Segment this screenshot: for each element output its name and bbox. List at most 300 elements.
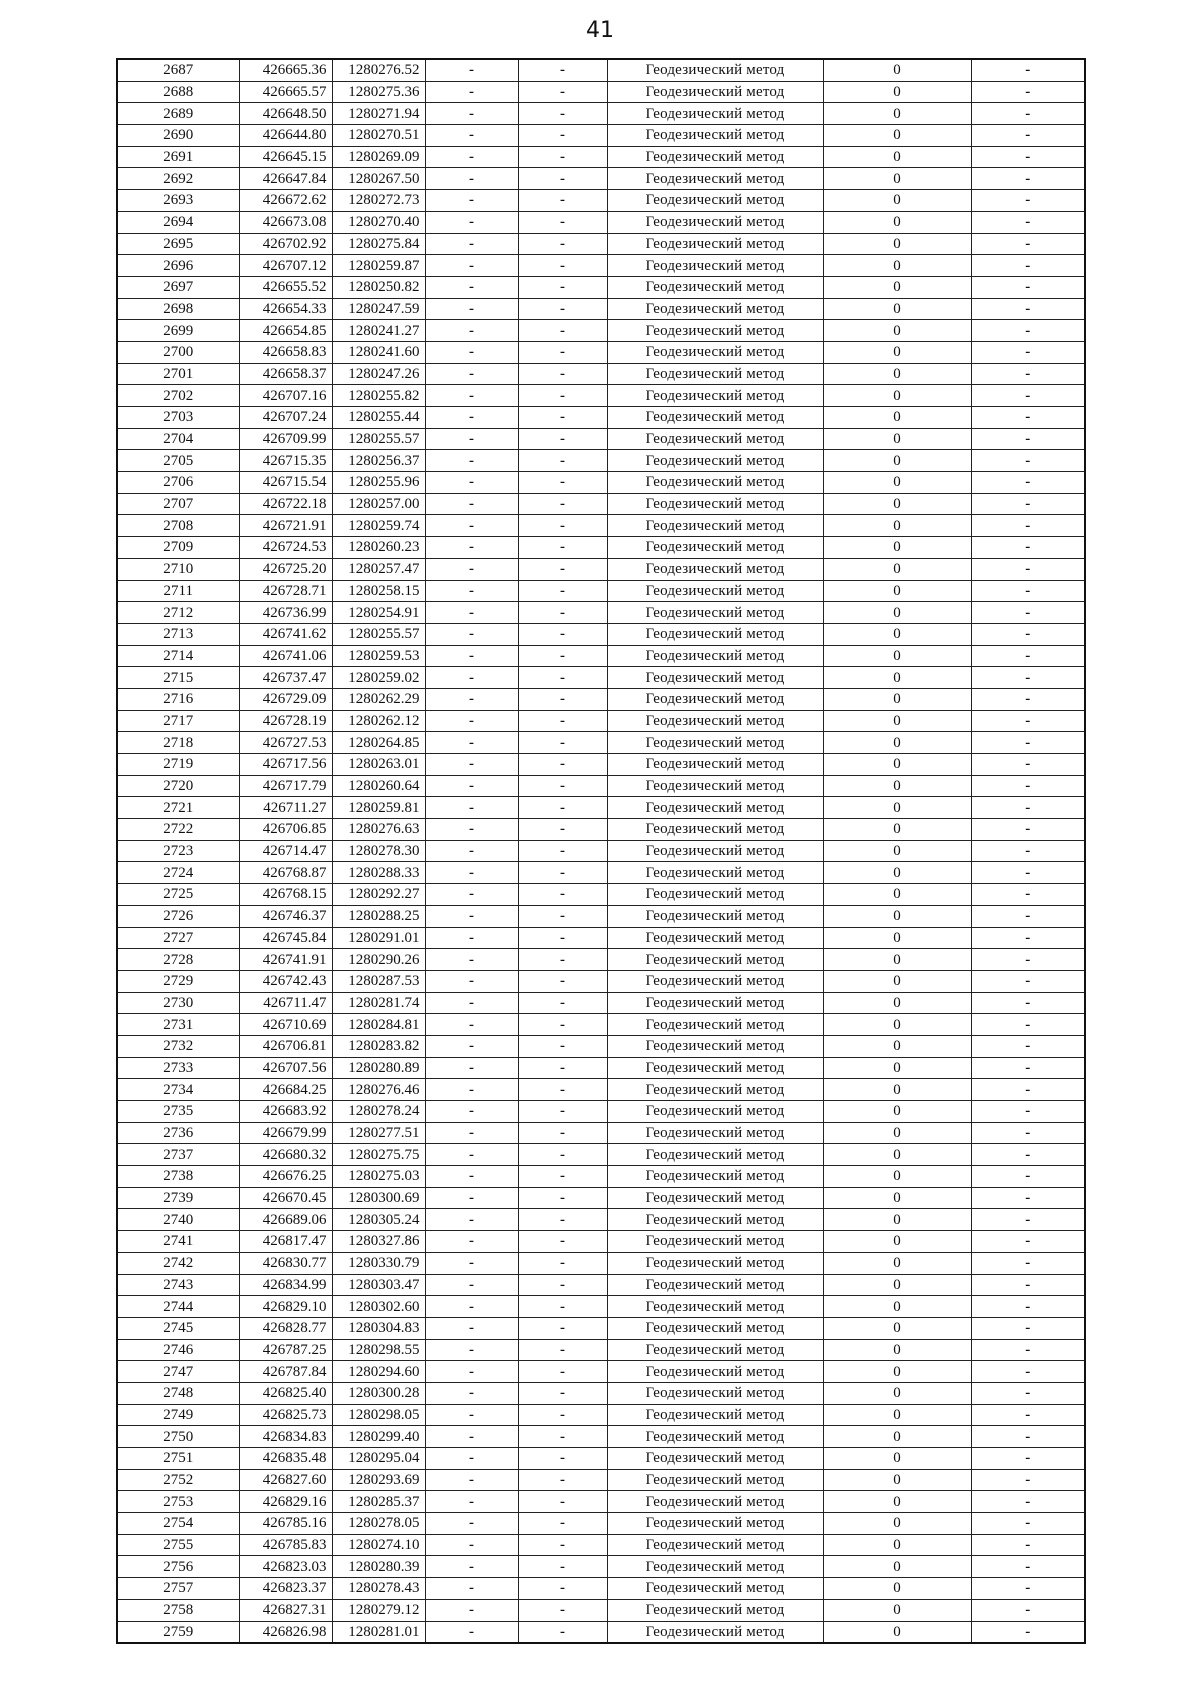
- dash-cell-a: -: [425, 537, 518, 559]
- x-coordinate-cell: 426768.87: [239, 862, 332, 884]
- method-cell: Геодезический метод: [607, 884, 823, 906]
- dash-cell-a: -: [425, 255, 518, 277]
- dash-cell-c: -: [971, 1252, 1085, 1274]
- table-row: [117, 1382, 1085, 1404]
- method-cell: Геодезический метод: [607, 1252, 823, 1274]
- dash-cell-a: -: [425, 341, 518, 363]
- accuracy-cell: 0: [823, 103, 971, 125]
- y-coordinate-cell: 1280271.94: [332, 103, 425, 125]
- dash-cell-b: -: [518, 602, 607, 624]
- accuracy-cell: 0: [823, 1166, 971, 1188]
- point-number-cell: 2730: [117, 992, 239, 1014]
- y-coordinate-cell: 1280257.00: [332, 493, 425, 515]
- accuracy-cell: 0: [823, 949, 971, 971]
- y-coordinate-cell: 1280276.46: [332, 1079, 425, 1101]
- dash-cell-c: -: [971, 775, 1085, 797]
- point-number-cell: 2732: [117, 1035, 239, 1057]
- y-coordinate-cell: 1280260.64: [332, 775, 425, 797]
- method-cell: Геодезический метод: [607, 537, 823, 559]
- x-coordinate-cell: 426817.47: [239, 1231, 332, 1253]
- y-coordinate-cell: 1280303.47: [332, 1274, 425, 1296]
- dash-cell-c: -: [971, 515, 1085, 537]
- table-row: [117, 927, 1085, 949]
- dash-cell-a: -: [425, 905, 518, 927]
- table-row: [117, 710, 1085, 732]
- y-coordinate-cell: 1280259.02: [332, 667, 425, 689]
- x-coordinate-cell: 426768.15: [239, 884, 332, 906]
- accuracy-cell: 0: [823, 385, 971, 407]
- point-number-cell: 2747: [117, 1361, 239, 1383]
- dash-cell-b: -: [518, 255, 607, 277]
- y-coordinate-cell: 1280278.24: [332, 1101, 425, 1123]
- x-coordinate-cell: 426654.85: [239, 320, 332, 342]
- dash-cell-b: -: [518, 125, 607, 147]
- dash-cell-c: -: [971, 1035, 1085, 1057]
- y-coordinate-cell: 1280300.28: [332, 1382, 425, 1404]
- table-row: [117, 884, 1085, 906]
- x-coordinate-cell: 426724.53: [239, 537, 332, 559]
- x-coordinate-cell: 426658.37: [239, 363, 332, 385]
- x-coordinate-cell: 426673.08: [239, 211, 332, 233]
- y-coordinate-cell: 1280257.47: [332, 558, 425, 580]
- dash-cell-a: -: [425, 710, 518, 732]
- accuracy-cell: 0: [823, 1361, 971, 1383]
- x-coordinate-cell: 426827.31: [239, 1599, 332, 1621]
- accuracy-cell: 0: [823, 1578, 971, 1600]
- dash-cell-a: -: [425, 1014, 518, 1036]
- table-row: [117, 125, 1085, 147]
- accuracy-cell: 0: [823, 775, 971, 797]
- dash-cell-b: -: [518, 1599, 607, 1621]
- dash-cell-b: -: [518, 1621, 607, 1643]
- accuracy-cell: 0: [823, 1144, 971, 1166]
- x-coordinate-cell: 426711.47: [239, 992, 332, 1014]
- point-number-cell: 2758: [117, 1599, 239, 1621]
- dash-cell-b: -: [518, 1382, 607, 1404]
- method-cell: Геодезический метод: [607, 1513, 823, 1535]
- dash-cell-a: -: [425, 211, 518, 233]
- table-row: [117, 493, 1085, 515]
- point-number-cell: 2748: [117, 1382, 239, 1404]
- x-coordinate-cell: 426670.45: [239, 1187, 332, 1209]
- y-coordinate-cell: 1280278.05: [332, 1513, 425, 1535]
- coordinates-table-body: [117, 59, 1085, 1643]
- dash-cell-b: -: [518, 1209, 607, 1231]
- x-coordinate-cell: 426729.09: [239, 688, 332, 710]
- dash-cell-c: -: [971, 970, 1085, 992]
- method-cell: Геодезический метод: [607, 385, 823, 407]
- dash-cell-c: -: [971, 1426, 1085, 1448]
- dash-cell-b: -: [518, 385, 607, 407]
- y-coordinate-cell: 1280269.09: [332, 146, 425, 168]
- dash-cell-b: -: [518, 1469, 607, 1491]
- dash-cell-a: -: [425, 1274, 518, 1296]
- dash-cell-b: -: [518, 1296, 607, 1318]
- dash-cell-b: -: [518, 1035, 607, 1057]
- dash-cell-c: -: [971, 1296, 1085, 1318]
- dash-cell-b: -: [518, 276, 607, 298]
- table-row: [117, 1144, 1085, 1166]
- accuracy-cell: 0: [823, 190, 971, 212]
- x-coordinate-cell: 426741.62: [239, 623, 332, 645]
- method-cell: Геодезический метод: [607, 688, 823, 710]
- x-coordinate-cell: 426654.33: [239, 298, 332, 320]
- y-coordinate-cell: 1280305.24: [332, 1209, 425, 1231]
- x-coordinate-cell: 426706.81: [239, 1035, 332, 1057]
- point-number-cell: 2738: [117, 1166, 239, 1188]
- y-coordinate-cell: 1280280.89: [332, 1057, 425, 1079]
- accuracy-cell: 0: [823, 1426, 971, 1448]
- y-coordinate-cell: 1280288.25: [332, 905, 425, 927]
- point-number-cell: 2699: [117, 320, 239, 342]
- point-number-cell: 2753: [117, 1491, 239, 1513]
- table-row: [117, 1404, 1085, 1426]
- accuracy-cell: 0: [823, 970, 971, 992]
- method-cell: Геодезический метод: [607, 1448, 823, 1470]
- accuracy-cell: 0: [823, 1599, 971, 1621]
- y-coordinate-cell: 1280258.15: [332, 580, 425, 602]
- dash-cell-a: -: [425, 1209, 518, 1231]
- y-coordinate-cell: 1280255.44: [332, 407, 425, 429]
- dash-cell-a: -: [425, 81, 518, 103]
- x-coordinate-cell: 426676.25: [239, 1166, 332, 1188]
- point-number-cell: 2718: [117, 732, 239, 754]
- dash-cell-c: -: [971, 255, 1085, 277]
- method-cell: Геодезический метод: [607, 1014, 823, 1036]
- dash-cell-b: -: [518, 623, 607, 645]
- x-coordinate-cell: 426787.25: [239, 1339, 332, 1361]
- dash-cell-c: -: [971, 1578, 1085, 1600]
- accuracy-cell: 0: [823, 1469, 971, 1491]
- accuracy-cell: 0: [823, 298, 971, 320]
- x-coordinate-cell: 426787.84: [239, 1361, 332, 1383]
- point-number-cell: 2700: [117, 341, 239, 363]
- point-number-cell: 2704: [117, 428, 239, 450]
- accuracy-cell: 0: [823, 1556, 971, 1578]
- table-row: [117, 1035, 1085, 1057]
- x-coordinate-cell: 426706.85: [239, 819, 332, 841]
- y-coordinate-cell: 1280275.36: [332, 81, 425, 103]
- method-cell: Геодезический метод: [607, 819, 823, 841]
- accuracy-cell: 0: [823, 1513, 971, 1535]
- dash-cell-c: -: [971, 1101, 1085, 1123]
- method-cell: Геодезический метод: [607, 667, 823, 689]
- dash-cell-a: -: [425, 1035, 518, 1057]
- y-coordinate-cell: 1280295.04: [332, 1448, 425, 1470]
- method-cell: Геодезический метод: [607, 363, 823, 385]
- dash-cell-b: -: [518, 775, 607, 797]
- point-number-cell: 2721: [117, 797, 239, 819]
- y-coordinate-cell: 1280262.12: [332, 710, 425, 732]
- table-row: [117, 1101, 1085, 1123]
- dash-cell-c: -: [971, 1556, 1085, 1578]
- table-row: [117, 905, 1085, 927]
- dash-cell-a: -: [425, 970, 518, 992]
- dash-cell-c: -: [971, 1469, 1085, 1491]
- method-cell: Геодезический метод: [607, 125, 823, 147]
- point-number-cell: 2707: [117, 493, 239, 515]
- dash-cell-b: -: [518, 493, 607, 515]
- dash-cell-c: -: [971, 146, 1085, 168]
- x-coordinate-cell: 426672.62: [239, 190, 332, 212]
- x-coordinate-cell: 426829.16: [239, 1491, 332, 1513]
- dash-cell-b: -: [518, 59, 607, 81]
- x-coordinate-cell: 426715.35: [239, 450, 332, 472]
- accuracy-cell: 0: [823, 1187, 971, 1209]
- dash-cell-c: -: [971, 1448, 1085, 1470]
- table-row: [117, 341, 1085, 363]
- y-coordinate-cell: 1280281.74: [332, 992, 425, 1014]
- dash-cell-c: -: [971, 688, 1085, 710]
- accuracy-cell: 0: [823, 81, 971, 103]
- point-number-cell: 2712: [117, 602, 239, 624]
- dash-cell-c: -: [971, 407, 1085, 429]
- accuracy-cell: 0: [823, 168, 971, 190]
- dash-cell-b: -: [518, 211, 607, 233]
- dash-cell-c: -: [971, 905, 1085, 927]
- y-coordinate-cell: 1280298.55: [332, 1339, 425, 1361]
- dash-cell-a: -: [425, 168, 518, 190]
- x-coordinate-cell: 426707.24: [239, 407, 332, 429]
- table-row: [117, 81, 1085, 103]
- dash-cell-a: -: [425, 1578, 518, 1600]
- x-coordinate-cell: 426710.69: [239, 1014, 332, 1036]
- y-coordinate-cell: 1280256.37: [332, 450, 425, 472]
- y-coordinate-cell: 1280259.87: [332, 255, 425, 277]
- dash-cell-a: -: [425, 1187, 518, 1209]
- dash-cell-b: -: [518, 407, 607, 429]
- x-coordinate-cell: 426835.48: [239, 1448, 332, 1470]
- accuracy-cell: 0: [823, 1252, 971, 1274]
- accuracy-cell: 0: [823, 580, 971, 602]
- dash-cell-a: -: [425, 493, 518, 515]
- dash-cell-a: -: [425, 1101, 518, 1123]
- table-row: [117, 1079, 1085, 1101]
- accuracy-cell: 0: [823, 211, 971, 233]
- y-coordinate-cell: 1280270.51: [332, 125, 425, 147]
- accuracy-cell: 0: [823, 341, 971, 363]
- dash-cell-a: -: [425, 146, 518, 168]
- dash-cell-b: -: [518, 168, 607, 190]
- dash-cell-c: -: [971, 1079, 1085, 1101]
- table-row: [117, 1469, 1085, 1491]
- y-coordinate-cell: 1280287.53: [332, 970, 425, 992]
- point-number-cell: 2720: [117, 775, 239, 797]
- dash-cell-c: -: [971, 1166, 1085, 1188]
- dash-cell-c: -: [971, 992, 1085, 1014]
- x-coordinate-cell: 426658.83: [239, 341, 332, 363]
- dash-cell-c: -: [971, 602, 1085, 624]
- method-cell: Геодезический метод: [607, 1469, 823, 1491]
- point-number-cell: 2702: [117, 385, 239, 407]
- table-row: [117, 385, 1085, 407]
- y-coordinate-cell: 1280275.03: [332, 1166, 425, 1188]
- method-cell: Геодезический метод: [607, 1339, 823, 1361]
- accuracy-cell: 0: [823, 363, 971, 385]
- y-coordinate-cell: 1280274.10: [332, 1534, 425, 1556]
- y-coordinate-cell: 1280277.51: [332, 1122, 425, 1144]
- x-coordinate-cell: 426665.36: [239, 59, 332, 81]
- dash-cell-c: -: [971, 1231, 1085, 1253]
- dash-cell-b: -: [518, 1556, 607, 1578]
- table-row: [117, 558, 1085, 580]
- dash-cell-c: -: [971, 667, 1085, 689]
- dash-cell-b: -: [518, 233, 607, 255]
- accuracy-cell: 0: [823, 320, 971, 342]
- accuracy-cell: 0: [823, 1382, 971, 1404]
- dash-cell-b: -: [518, 81, 607, 103]
- point-number-cell: 2735: [117, 1101, 239, 1123]
- dash-cell-c: -: [971, 862, 1085, 884]
- method-cell: Геодезический метод: [607, 450, 823, 472]
- dash-cell-c: -: [971, 341, 1085, 363]
- dash-cell-c: -: [971, 472, 1085, 494]
- point-number-cell: 2709: [117, 537, 239, 559]
- y-coordinate-cell: 1280259.53: [332, 645, 425, 667]
- dash-cell-a: -: [425, 1534, 518, 1556]
- dash-cell-c: -: [971, 428, 1085, 450]
- dash-cell-c: -: [971, 732, 1085, 754]
- dash-cell-c: -: [971, 580, 1085, 602]
- method-cell: Геодезический метод: [607, 1556, 823, 1578]
- dash-cell-c: -: [971, 190, 1085, 212]
- x-coordinate-cell: 426645.15: [239, 146, 332, 168]
- dash-cell-a: -: [425, 1231, 518, 1253]
- page-number: 41: [586, 18, 614, 43]
- dash-cell-a: -: [425, 732, 518, 754]
- dash-cell-a: -: [425, 428, 518, 450]
- y-coordinate-cell: 1280259.81: [332, 797, 425, 819]
- table-row: [117, 1513, 1085, 1535]
- method-cell: Геодезический метод: [607, 992, 823, 1014]
- table-row: [117, 1448, 1085, 1470]
- dash-cell-c: -: [971, 1122, 1085, 1144]
- point-number-cell: 2756: [117, 1556, 239, 1578]
- table-row: [117, 428, 1085, 450]
- dash-cell-a: -: [425, 103, 518, 125]
- table-row: [117, 298, 1085, 320]
- table-row: [117, 363, 1085, 385]
- dash-cell-b: -: [518, 1274, 607, 1296]
- dash-cell-a: -: [425, 1339, 518, 1361]
- table-row: [117, 797, 1085, 819]
- method-cell: Геодезический метод: [607, 1621, 823, 1643]
- table-row: [117, 732, 1085, 754]
- point-number-cell: 2731: [117, 1014, 239, 1036]
- point-number-cell: 2688: [117, 81, 239, 103]
- table-row: [117, 1339, 1085, 1361]
- dash-cell-a: -: [425, 840, 518, 862]
- table-row: [117, 537, 1085, 559]
- method-cell: Геодезический метод: [607, 515, 823, 537]
- method-cell: Геодезический метод: [607, 255, 823, 277]
- dash-cell-b: -: [518, 1101, 607, 1123]
- dash-cell-b: -: [518, 1079, 607, 1101]
- accuracy-cell: 0: [823, 927, 971, 949]
- x-coordinate-cell: 426741.91: [239, 949, 332, 971]
- dash-cell-a: -: [425, 775, 518, 797]
- table-row: [117, 602, 1085, 624]
- point-number-cell: 2719: [117, 754, 239, 776]
- method-cell: Геодезический метод: [607, 1231, 823, 1253]
- y-coordinate-cell: 1280276.63: [332, 819, 425, 841]
- accuracy-cell: 0: [823, 1491, 971, 1513]
- dash-cell-c: -: [971, 1491, 1085, 1513]
- dash-cell-b: -: [518, 1014, 607, 1036]
- dash-cell-b: -: [518, 992, 607, 1014]
- dash-cell-c: -: [971, 537, 1085, 559]
- point-number-cell: 2710: [117, 558, 239, 580]
- point-number-cell: 2749: [117, 1404, 239, 1426]
- accuracy-cell: 0: [823, 428, 971, 450]
- accuracy-cell: 0: [823, 645, 971, 667]
- y-coordinate-cell: 1280275.84: [332, 233, 425, 255]
- dash-cell-c: -: [971, 1057, 1085, 1079]
- point-number-cell: 2727: [117, 927, 239, 949]
- dash-cell-b: -: [518, 1187, 607, 1209]
- dash-cell-c: -: [971, 819, 1085, 841]
- dash-cell-b: -: [518, 298, 607, 320]
- method-cell: Геодезический метод: [607, 1382, 823, 1404]
- x-coordinate-cell: 426707.12: [239, 255, 332, 277]
- y-coordinate-cell: 1280264.85: [332, 732, 425, 754]
- dash-cell-c: -: [971, 81, 1085, 103]
- y-coordinate-cell: 1280292.27: [332, 884, 425, 906]
- dash-cell-a: -: [425, 1426, 518, 1448]
- dash-cell-a: -: [425, 515, 518, 537]
- dash-cell-a: -: [425, 927, 518, 949]
- dash-cell-a: -: [425, 1513, 518, 1535]
- table-row: [117, 1231, 1085, 1253]
- dash-cell-c: -: [971, 1274, 1085, 1296]
- x-coordinate-cell: 426684.25: [239, 1079, 332, 1101]
- point-number-cell: 2734: [117, 1079, 239, 1101]
- dash-cell-a: -: [425, 1252, 518, 1274]
- y-coordinate-cell: 1280290.26: [332, 949, 425, 971]
- y-coordinate-cell: 1280270.40: [332, 211, 425, 233]
- point-number-cell: 2759: [117, 1621, 239, 1643]
- table-row: [117, 1014, 1085, 1036]
- y-coordinate-cell: 1280260.23: [332, 537, 425, 559]
- table-row: [117, 1296, 1085, 1318]
- table-row: [117, 320, 1085, 342]
- accuracy-cell: 0: [823, 1296, 971, 1318]
- point-number-cell: 2708: [117, 515, 239, 537]
- dash-cell-b: -: [518, 1513, 607, 1535]
- method-cell: Геодезический метод: [607, 233, 823, 255]
- accuracy-cell: 0: [823, 1101, 971, 1123]
- dash-cell-b: -: [518, 905, 607, 927]
- y-coordinate-cell: 1280241.27: [332, 320, 425, 342]
- dash-cell-b: -: [518, 688, 607, 710]
- accuracy-cell: 0: [823, 732, 971, 754]
- point-number-cell: 2690: [117, 125, 239, 147]
- accuracy-cell: 0: [823, 862, 971, 884]
- dash-cell-a: -: [425, 688, 518, 710]
- dash-cell-a: -: [425, 407, 518, 429]
- table-row: [117, 1361, 1085, 1383]
- method-cell: Геодезический метод: [607, 1209, 823, 1231]
- accuracy-cell: 0: [823, 233, 971, 255]
- method-cell: Геодезический метод: [607, 1361, 823, 1383]
- method-cell: Геодезический метод: [607, 1404, 823, 1426]
- point-number-cell: 2691: [117, 146, 239, 168]
- x-coordinate-cell: 426683.92: [239, 1101, 332, 1123]
- method-cell: Геодезический метод: [607, 276, 823, 298]
- method-cell: Геодезический метод: [607, 1296, 823, 1318]
- y-coordinate-cell: 1280255.82: [332, 385, 425, 407]
- dash-cell-a: -: [425, 1296, 518, 1318]
